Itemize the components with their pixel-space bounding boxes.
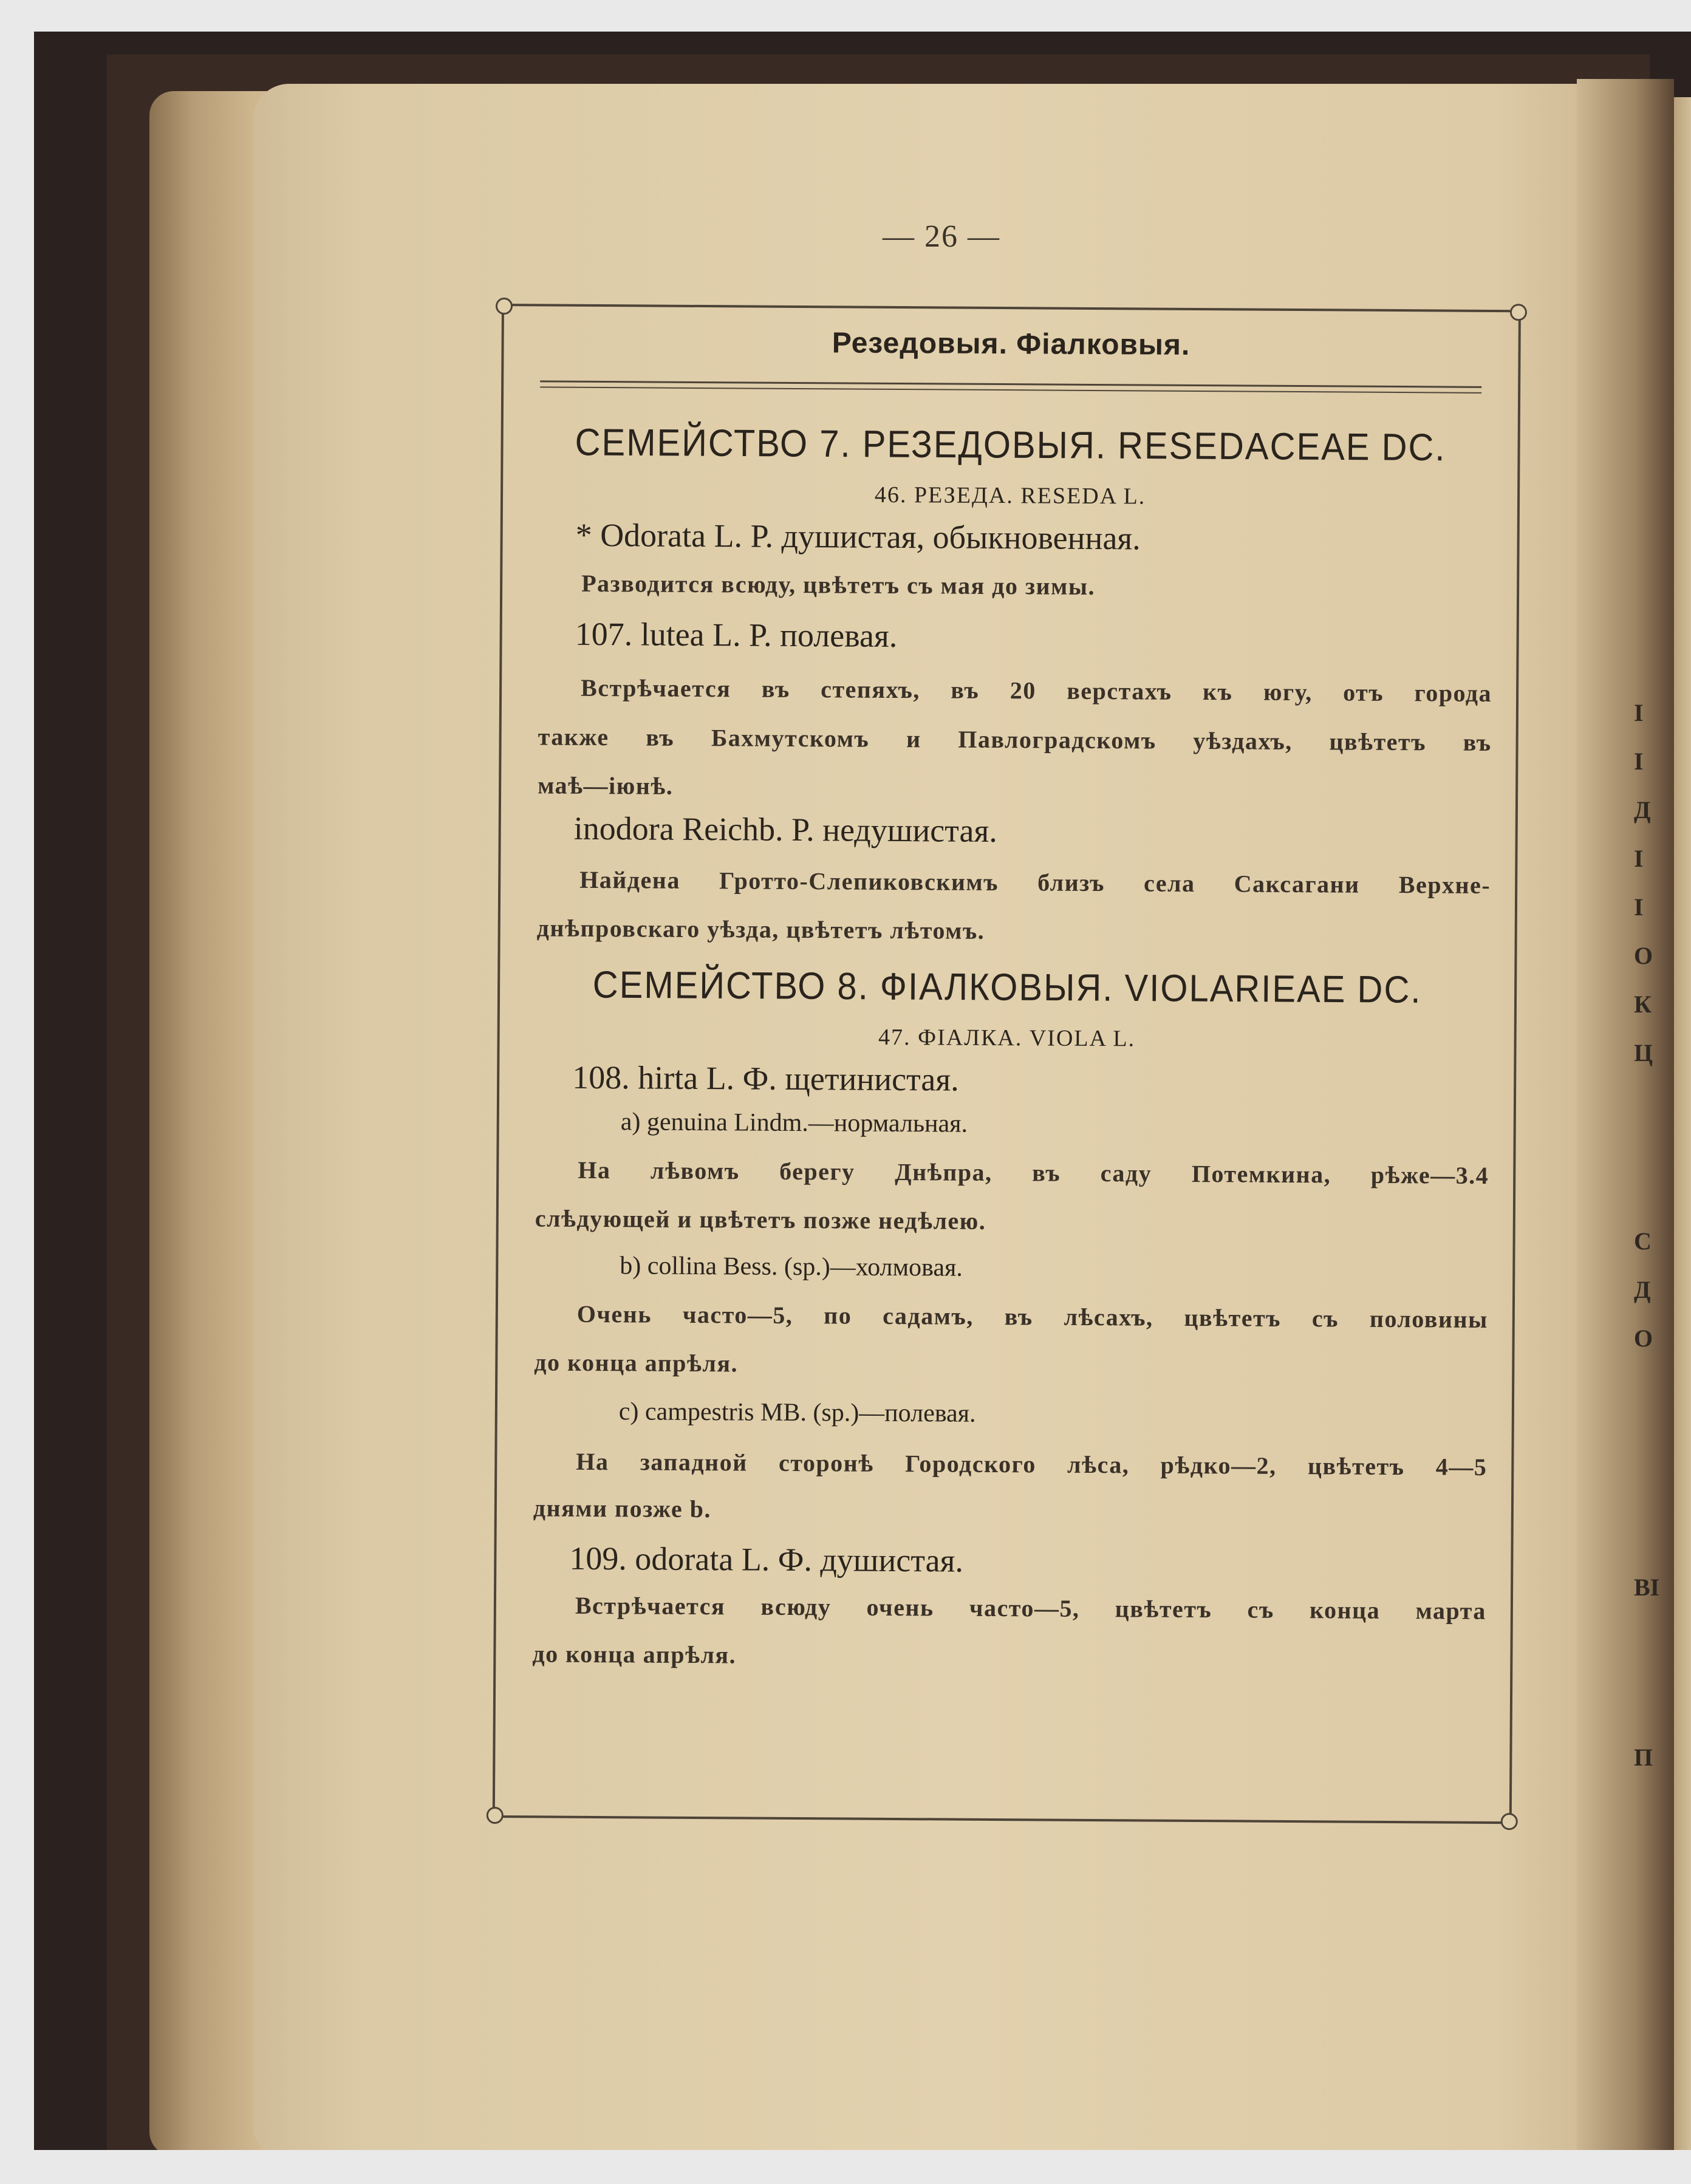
note-line: до конца апрѣля. (532, 1640, 737, 1669)
right-page-fragment: С (1634, 1227, 1652, 1255)
right-page-fragment: ВІ (1634, 1574, 1660, 1601)
note-line: Разводится всюду, цвѣтетъ съ мая до зимы. (581, 569, 1096, 600)
variety-entry: b) collina Bess. (sp.)—холмовая. (620, 1252, 963, 1282)
right-page-fragment: I (1634, 845, 1644, 872)
page-number: — 26 — (883, 219, 1000, 254)
running-head: Резедовыя. Фіалковыя. (832, 327, 1191, 361)
note-line: маѣ—іюнѣ. (538, 771, 674, 800)
note-line: На лѣвомъ берегу Днѣпра, въ саду Потемкина, рѣже—3.4 (578, 1156, 1489, 1189)
note-line: Найдена Гротто-Слепиковскимъ близъ села Саксагани Верхне- (579, 865, 1491, 899)
right-page-fragment: I (1634, 893, 1644, 921)
note-line: также въ Бахмутскомъ и Павлоградскомъ уѣздахъ, цвѣтетъ въ (538, 723, 1492, 756)
right-page-fragment: О (1634, 942, 1653, 969)
note-line: слѣдующей и цвѣтетъ позже недѣлею. (535, 1204, 986, 1235)
species-entry: 109. odorata L. Ф. душистая. (569, 1540, 964, 1579)
genus-heading: 46. РЕЗЕДА. RESEDA L. (874, 482, 1146, 510)
species-entry: inodora Reichb. P. недушистая. (573, 810, 998, 849)
note-line: Встрѣчается всюду очень часто—5, цвѣтетъ съ конца марта (575, 1591, 1487, 1625)
species-entry: * Odorata L. P. душистая, обыкновенная. (575, 516, 1141, 557)
note-line: На западной сторонѣ Городского лѣса, рѣдко—2, цвѣтетъ 4—5 (576, 1447, 1488, 1481)
right-page-fragment: К (1634, 991, 1652, 1018)
right-page-fragment: I (1634, 748, 1644, 775)
right-page-fragment: О (1634, 1325, 1653, 1352)
right-page-fragment: П (1634, 1744, 1653, 1771)
species-entry: 107. lutea L. P. полевая. (575, 615, 898, 654)
species-entry: 108. hirta L. Ф. щетинистая. (572, 1059, 959, 1098)
book-gutter (1577, 79, 1674, 2150)
right-page (1674, 97, 1691, 2150)
right-page-fragment: Д (1634, 1276, 1651, 1303)
header-rule (540, 386, 1481, 393)
right-page-fragment: Д (1634, 796, 1651, 824)
family-heading: СЕМЕЙСТВО 7. РЕЗЕДОВЫЯ. RESEDACEAE DC. (575, 421, 1446, 469)
right-page-fragment: Ц (1634, 1039, 1653, 1066)
right-page-fragment: I (1634, 699, 1644, 726)
note-line: днями позже b. (533, 1494, 712, 1523)
variety-entry: a) genuina Lindm.—нормальная. (620, 1108, 968, 1138)
genus-heading: 47. ФІАЛКА. VIOLA L. (878, 1024, 1136, 1052)
note-line: Встрѣчается въ степяхъ, въ 20 верстахъ къ югу, отъ города (581, 674, 1492, 707)
text-frame (493, 304, 1521, 1824)
variety-entry: c) campestris MB. (sp.)—полевая. (618, 1397, 976, 1428)
family-heading: СЕМЕЙСТВО 8. ФІАЛКОВЫЯ. VIOLARIEAE DC. (592, 963, 1422, 1011)
note-line: Очень часто—5, по садамъ, въ лѣсахъ, цвѣтетъ съ половины (576, 1300, 1488, 1333)
note-line: до конца апрѣля. (534, 1348, 739, 1377)
note-line: днѣпровскаго уѣзда, цвѣтетъ лѣтомъ. (536, 914, 985, 944)
